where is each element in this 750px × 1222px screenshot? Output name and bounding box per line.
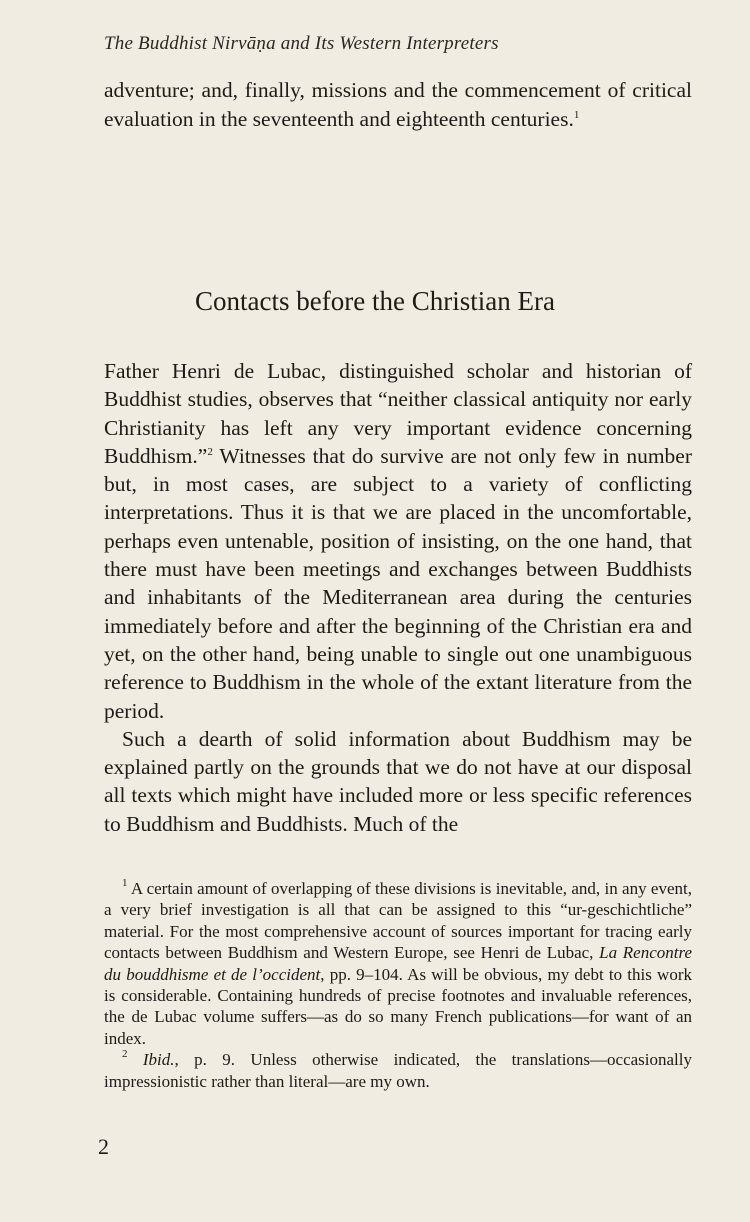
- footnote-1: [104, 878, 692, 1049]
- footnote-2: [104, 1049, 692, 1092]
- footnotes: [104, 878, 692, 1092]
- footnote-ref-1: 1: [573, 109, 580, 121]
- footnote-1-text-b: , pp. 9–104. As will be obvious, my debt to this work is considerable. Containing hundreds of precise footnotes and invaluable references, the de Lubac volume suffers—as do so many French publications—for want of an index.: [104, 964, 692, 1048]
- footnote-2-number: 2: [122, 1048, 128, 1061]
- footnote-1-book-title: La Rencontre du bouddhisme et de l’occident: [104, 943, 692, 984]
- paragraph-2: Such a dearth of solid information about Buddhism may be explained partly on the grounds that we do not have at our disposal all texts which might have included more or less specific references to Buddhism and Buddhists. Much of the: [104, 726, 692, 836]
- paragraph-1: [104, 357, 692, 725]
- paragraph-1-part-a: Father Henri de Lubac, distinguished scholar and historian of Buddhist studies, observes that “neither classical antiquity nor early Christianity has left any very important evidence concerning Buddhism.”: [104, 359, 692, 468]
- footnote-ref-2: 2: [207, 445, 213, 458]
- body-text: [104, 357, 692, 838]
- page-number: 2: [98, 1134, 109, 1159]
- footnote-2-text: , p. 9. Unless otherwise indicated, the translations—occasionally impressionistic rather than literal—are my own.: [104, 1050, 692, 1091]
- footnote-1-number: 1: [122, 877, 128, 889]
- running-head: The Buddhist Nirvāṇa and Its Western Interpreters: [104, 33, 499, 54]
- footnote-2-ibid: Ibid.: [142, 1050, 175, 1070]
- footnote-1-text-a: A certain amount of overlapping of these divisions is inevitable, and, in any event, a very brief investigation is all that can be assigned to this “ur-geschichtliche” material. For the most comprehensive account of sources important for tracing early contacts between Buddhism and Western Europe, see Henri de Lubac,: [104, 879, 692, 963]
- section-heading: Contacts before the Christian Era: [195, 286, 555, 316]
- paragraph-1-part-b: Witnesses that do survive are not only few in number but, in most cases, are subject to a variety of conflicting interpretations. Thus it is that we are placed in the uncomfortable, perhaps even untenable, position of insisting, on the one hand, that there must have been meetings and exchanges between Buddhists and inhabitants of the Mediterranean area during the centuries immediately before and after the beginning of the Christian era and yet, on the other hand, being unable to single out one unambiguous reference to Buddhism in the whole of the extant literature from the period.: [104, 443, 692, 723]
- carry-over-text: adventure; and, finally, missions and the commencement of critical evaluation in the seventeenth and eighteenth centuries.: [104, 78, 692, 131]
- carry-over-paragraph: [104, 76, 692, 134]
